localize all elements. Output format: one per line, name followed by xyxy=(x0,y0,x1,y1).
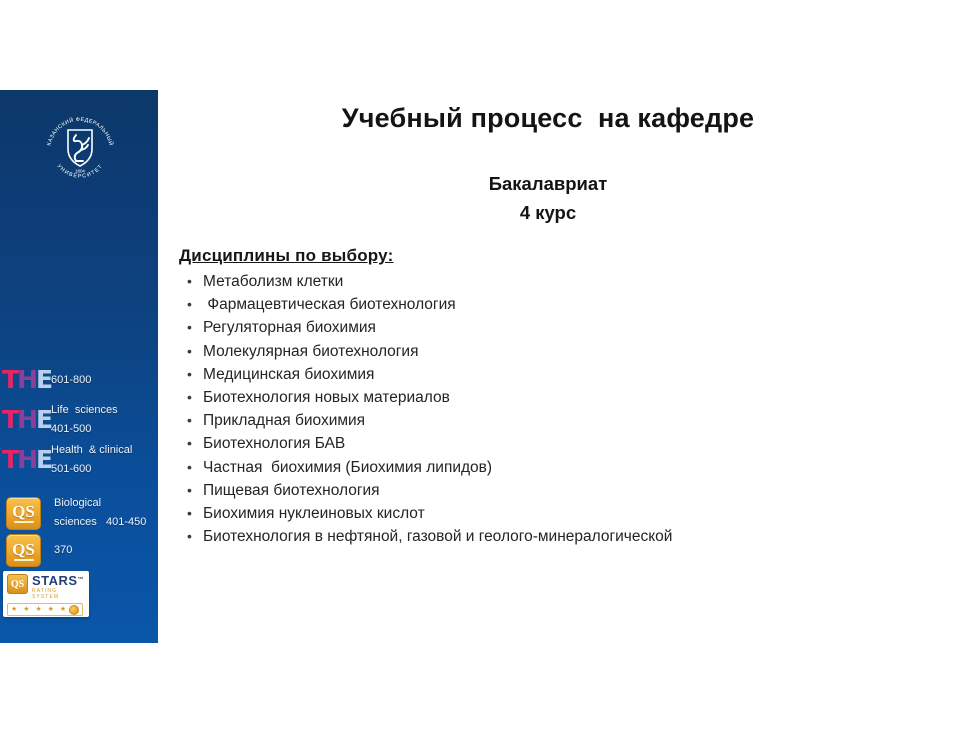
list-item xyxy=(179,363,799,386)
rank-text: Health & clinical 501-600 xyxy=(51,444,133,475)
list-item xyxy=(179,293,799,316)
stars-badge-subtitle: RATING SYSTEM xyxy=(32,588,60,600)
item-text: Биотехнология в нефтяной, газовой и геолого-минералогической xyxy=(203,528,673,546)
list-item xyxy=(179,502,799,525)
bullet-icon: • xyxy=(187,412,192,429)
stars-badge-title: STARS™ xyxy=(32,573,85,588)
rank-text: 601-800 xyxy=(51,374,92,386)
item-text: Молекулярная биотехнология xyxy=(203,342,419,360)
qs-logo-icon: QS xyxy=(6,534,41,567)
qs-logo-icon: QS xyxy=(6,497,41,530)
electives-header: Дисциплины по выбору: xyxy=(179,246,394,265)
bullet-icon: • xyxy=(187,388,192,405)
bullet-icon: • xyxy=(187,504,192,521)
stars-rating-strip xyxy=(7,603,83,616)
item-text: Фармацевтическая биотехнология xyxy=(203,296,456,314)
qs-rank-row-overall xyxy=(6,534,72,567)
kfu-logo xyxy=(43,112,117,186)
bullet-icon: • xyxy=(187,319,192,336)
bullet-icon: • xyxy=(187,273,192,289)
bullet-icon: • xyxy=(187,481,192,498)
the-rank-row-life-sciences xyxy=(2,401,118,439)
program-label: Бакалавриат xyxy=(488,173,608,194)
item-text: Прикладная биохимия xyxy=(203,412,366,430)
the-logo-icon: T H E xyxy=(2,444,52,474)
item-text: Биотехнология новых материалов xyxy=(203,388,450,406)
bullet-icon: • xyxy=(187,458,192,475)
the-rank-row-health-clinical xyxy=(2,441,132,479)
list-item xyxy=(179,456,799,479)
the-rank-row-overall xyxy=(2,367,91,394)
item-text: Регуляторная биохимия xyxy=(203,319,376,337)
bullet-icon: • xyxy=(187,365,192,382)
list-item xyxy=(179,270,799,293)
sidebar xyxy=(0,90,158,643)
electives-block xyxy=(179,246,799,548)
bullet-icon: • xyxy=(187,342,192,359)
year-label: 4 курс xyxy=(519,202,577,223)
rank-text: Life sciences 401-500 xyxy=(51,404,118,435)
emblem-founded-year: 1804 xyxy=(75,168,85,174)
qs-logo-icon: QS xyxy=(7,574,28,594)
rank-text: 370 xyxy=(54,544,73,556)
list-item xyxy=(179,386,799,409)
emblem-ring-text-top: КАЗАНСКИЙ ФЕДЕРАЛЬНЫЙ xyxy=(46,116,114,147)
list-item xyxy=(179,432,799,455)
list-item xyxy=(179,316,799,339)
item-text: Биотехнология БАВ xyxy=(203,435,346,453)
bullet-icon: • xyxy=(187,528,192,545)
list-item xyxy=(179,479,799,502)
list-item xyxy=(179,340,799,363)
item-text: Медицинская биохимия xyxy=(203,365,375,383)
emblem-ring-text-bottom: УНИВЕРСИТЕТ xyxy=(55,163,105,180)
item-text: Метаболизм клетки xyxy=(203,273,344,290)
star-icons: ★ ★ ★ ★ ★ xyxy=(11,606,69,613)
slide-title: Учебный процесс на кафедре xyxy=(341,103,755,133)
gold-dot-icon xyxy=(69,605,79,615)
item-text: Частная биохимия (Биохимия липидов) xyxy=(203,458,493,476)
qs-rank-row-biological xyxy=(6,494,146,532)
rank-text: Biological sciences 401-450 xyxy=(54,497,147,528)
bullet-icon: • xyxy=(187,435,192,452)
the-logo-icon: T H E xyxy=(2,365,52,394)
slide-content xyxy=(158,0,980,735)
slide-subtitle xyxy=(168,169,928,227)
item-text: Пищевая биотехнология xyxy=(203,481,380,499)
qs-stars-badge xyxy=(3,571,89,617)
item-text: Биохимия нуклеиновых кислот xyxy=(203,504,425,522)
electives-list xyxy=(179,270,799,548)
zilant-dragon-icon xyxy=(74,135,89,161)
bullet-icon: • xyxy=(187,296,192,313)
the-logo-icon: T H E xyxy=(2,404,52,434)
list-item xyxy=(179,409,799,432)
list-item xyxy=(179,525,799,548)
